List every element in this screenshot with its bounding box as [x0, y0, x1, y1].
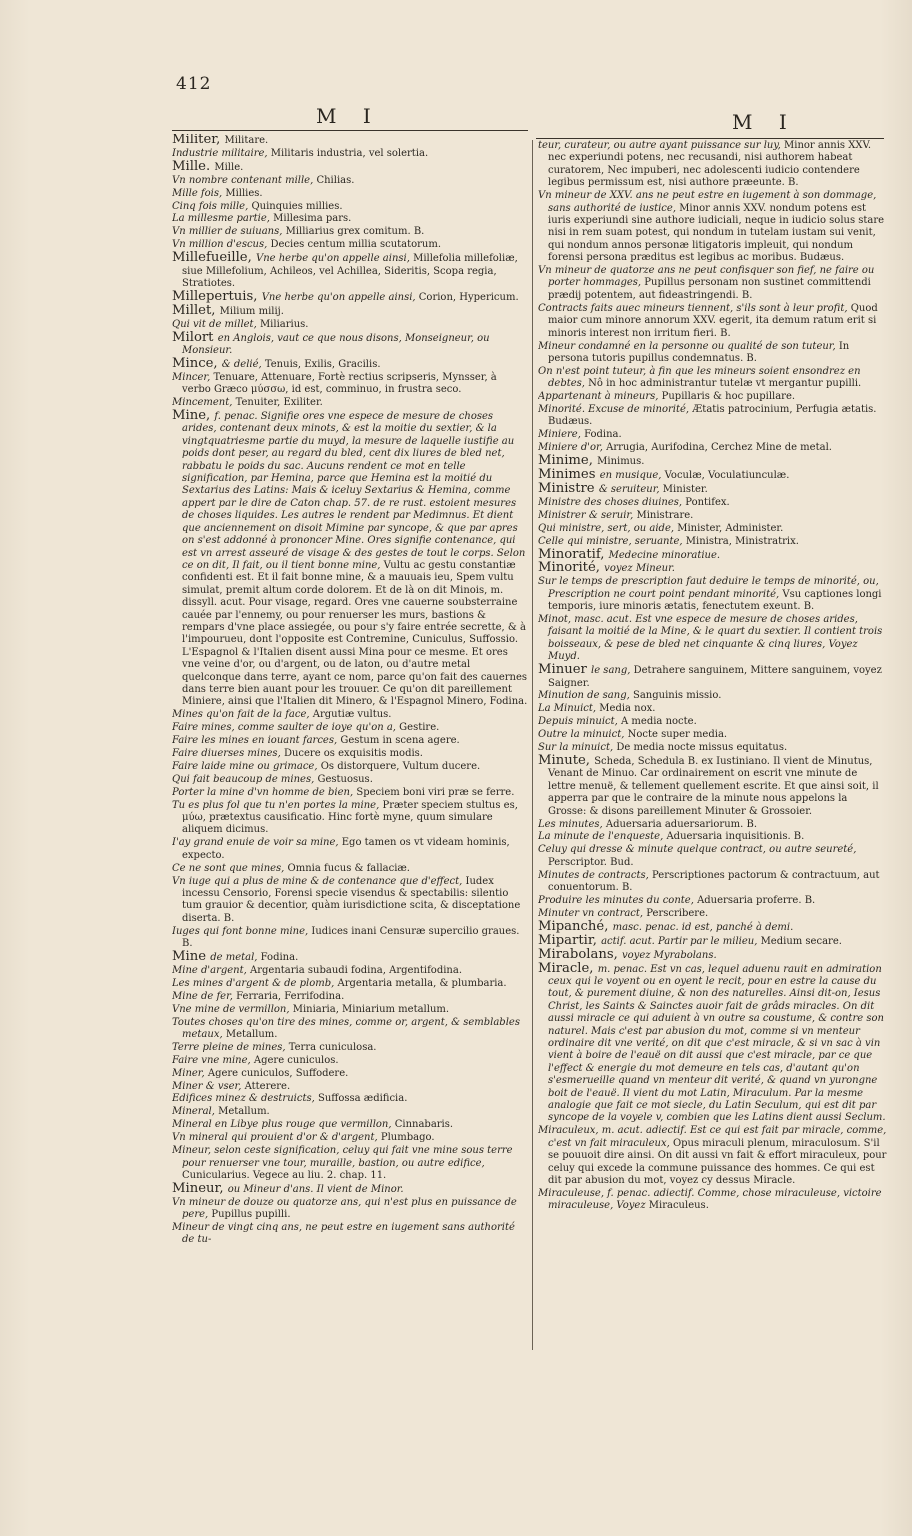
right-column [538, 140, 888, 1388]
entry-headword: Mirabolans, [538, 946, 622, 962]
entry-latin: Miraculeus. [648, 1200, 709, 1212]
entry-french: Miraculeuse, f. penac. adiectif. Comme, chose miraculeuse, victoire miraculeuse, Voyez [538, 1187, 882, 1212]
dictionary-entry [172, 837, 528, 862]
entry-french: Mine d'argent, [172, 964, 251, 976]
entry-french: Qui fait beaucoup de mines, [172, 773, 318, 785]
entry-french: Mineral, [172, 1106, 219, 1118]
dictionary-entry [538, 755, 888, 818]
entry-latin: Tenuare, Attenuare, Fortè rectius scripseris, Mynsser, à verbo Græco μύσσω, id est, comminuo, in frustra seco. [182, 371, 497, 396]
dictionary-entry [172, 355, 528, 371]
dictionary-entry [538, 497, 888, 509]
entry-french: actif. acut. Partir par le milieu, [601, 935, 761, 947]
dictionary-entry [172, 213, 528, 225]
entry-headword: Ministre [538, 480, 599, 496]
entry-latin: Nô in hoc administrantur tutelæ vt mergantur pupilli. [588, 378, 862, 390]
entry-latin: Ætatis patrocinium, Perfugia ætatis. Budæus. [548, 404, 877, 428]
dictionary-entry [172, 1197, 528, 1222]
entry-latin: Minister, Administer. [677, 522, 784, 534]
entry-latin: Fodina. [260, 952, 299, 963]
dictionary-entry [172, 226, 528, 238]
entry-french: Vn mineur de douze ou quatorze ans, qui n'est plus en puissance de pere, [172, 1196, 517, 1221]
dictionary-entry [172, 787, 528, 799]
entry-french: Faire les mines en iouant farces, [172, 735, 341, 747]
dictionary-entry [538, 614, 888, 664]
entry-french: Mille fois, [172, 187, 226, 199]
entry-latin: Voculæ, Voculatiunculæ. [664, 470, 790, 482]
entry-latin: Gestum in scena agere. [340, 735, 460, 747]
entry-latin: Decies centum millia scutatorum. [270, 239, 442, 251]
entry-french: Industrie militaire, [172, 147, 271, 159]
entry-latin: Plumbago. [380, 1132, 435, 1144]
entry-french: en Anglois, vaut ce que nous disons, Monseigneur, ou Monsieur. [182, 332, 490, 356]
entry-french: Mineur de vingt cinq ans, ne peut estre en iugement sans authorité de tu- [172, 1222, 515, 1246]
entry-latin: Millies. [225, 187, 263, 199]
entry-latin: Os distorquere, Vultum ducere. [320, 760, 481, 772]
entry-french: Miner, [172, 1067, 208, 1079]
entry-french: Minot, masc. acut. Est vne espece de mesure de choses arides, faisant la moitié de la Mine, & le quart du sextier. Il contient trois boisseaux, & pese de bled net cinquante & cinq liures, Voyez Muyd. [538, 614, 883, 663]
header-rule-right [536, 138, 884, 139]
dictionary-entry [172, 288, 528, 304]
entry-latin: Argutiæ vultus. [312, 709, 392, 721]
dictionary-entry [172, 1180, 528, 1196]
entry-french: Ce ne sont que mines, [172, 862, 288, 874]
entry-french: Mincement, [172, 397, 236, 409]
dictionary-entry [172, 134, 528, 147]
left-column [172, 134, 528, 1352]
dictionary-entry [172, 863, 528, 875]
entry-french: Miraculeux, m. acut. adiectif. Est ce qui est fait par miracle, comme, c'est vn fait miraculeux, [538, 1125, 887, 1149]
entry-latin: Milliarius grex comitum. B. [285, 226, 425, 238]
entry-headword: Minuer [538, 662, 592, 678]
entry-french: Outre la minuict, [538, 729, 628, 741]
entry-french: On n'est point tuteur, à fin que les mineurs soient ensondrez en debtes, [538, 365, 861, 390]
entry-latin: Corion, Hypericum. [418, 291, 519, 303]
dictionary-entry [172, 1081, 528, 1093]
entry-latin: Iudex incessu Censorio, Forensi specie visendus & spectabilis: silentio tum grauior & decentior, quàm iurisdictione scita, & disceptatione diserta. B. [182, 875, 521, 924]
entry-french: m. penac. Est vn cas, lequel aduenu rauit en admiration ceux qui le voyent ou en oyent le recit, pour en estre la cause du tout, & purement diuine, & non des naturelles. Ainsi dit-on, Iesus Christ, les Saints & Sainctes auoir fait de grâds miracles. On dit aussi miracle ce qui aduient à vn outre sa coustume, & contre son naturel. Mais c'est par abusion du mot, comme si vn menteur ordinaire dit vne verité, on dit que c'est miracle, & si vn sac à vin vient à boire de l'eauë on dit aussi que c'est miracle, par ce que l'effect & energie du mot demeure en tels cas, d'autant qu'on s'esmerueille quand vn menteur dit verité, & quand vn yurongne boit de l'eauë. Il vient du mot Latin, Miraculum. Par la mesme analogie que fait ce mot siecle, du Latin Seculum, qui est dit par syncope de la voyele v, combien que les Latins dient aussi Seclum. [548, 963, 886, 1124]
dictionary-entry [172, 761, 528, 773]
entry-latin: In persona tutoris pupillus condemnatus. B. [548, 340, 850, 364]
entry-latin: Aduersaria inquisitionis. B. [666, 831, 805, 843]
entry-latin: Vultu ac gestu constantiæ confidenti est. Et il fait bonne mine, & a mauuais ieu, Spem vultu simulat, premit altum corde dolorem. Et de là on dit Minois, m. dissyll. acut. Pour visage, regard. Ores vne cauerne soubsterraine cauée par l'ennemy, ou pour renuerser les murs, bastions & rempars d'vne place assiegée, ou pour s'y faire entrée secrette, & à l'impourueu, dont l'opposite est Contremine, Cuniculus, Suffossio. L'Espagnol & l'Italien disent aussi Mina pour ce mesme. Et ores vne veine d'or, ou d'argent, ou de laton, ou d'autre metal quelconque dans terre, ayant ce nom, parce qu'on fait des cauernes dans terre bien auant pour les trouuer. Ce qu'on dit pareillement Miniere, ainsi que l'Italien dit Minero, & l'Espagnol Minero, Fodina. [182, 559, 528, 708]
entry-french: Sur la minuict, [538, 742, 617, 754]
entry-headword: Militer, [172, 134, 225, 147]
entry-latin: Cinnabaris. [394, 1119, 454, 1131]
entry-latin: Tenuis, Exilis, Gracilis. [264, 358, 381, 370]
entry-latin: Præter speciem stultus es, μύω, prætextus causificatio. Hinc fortè myne, quum simulare aliquem dicimus. [182, 799, 518, 836]
entry-headword: Miracle, [538, 960, 598, 976]
dictionary-entry [172, 397, 528, 409]
dictionary-entry [538, 960, 888, 1125]
entry-latin: Suffossa ædificia. [317, 1093, 408, 1105]
entry-french: Sur le temps de prescription faut deduire le temps de minorité, ou, Prescription ne court point pendant minorité, [538, 576, 879, 600]
entry-latin: Iudices inani Censuræ supercilio graues. B. [182, 925, 520, 950]
entry-french: Depuis minuict, [538, 716, 622, 728]
entry-headword: Milort [172, 329, 218, 345]
entry-french: Vn mineur de quatorze ans ne peut confisquer son fief, ne faire ou porter hommages, [538, 265, 875, 289]
dictionary-entry [172, 774, 528, 786]
entry-latin: Argentaria subaudi fodina, Argentifodina. [250, 964, 462, 976]
dictionary-entry [538, 1125, 888, 1187]
entry-latin: Terra cuniculosa. [288, 1041, 377, 1053]
entry-latin: Ministra, Ministratrix. [685, 535, 799, 547]
entry-french: Faire mines, comme saulter de ioye qu'on a, [172, 722, 400, 734]
entry-french: Minutes de contracts, [538, 869, 652, 881]
entry-french: Mine de fer, [172, 990, 237, 1002]
entry-french: La millesme partie, [172, 213, 274, 225]
entry-headword: Millepertuis, [172, 288, 262, 304]
dictionary-entry [172, 201, 528, 213]
dictionary-entry [172, 175, 528, 187]
entry-headword: Millefueille, [172, 250, 256, 266]
entry-latin: Omnia fucus & fallaciæ. [287, 862, 410, 874]
entry-latin: Minister. [662, 483, 708, 495]
dictionary-entry [172, 1119, 528, 1131]
entry-latin: Miniaria, Miniarium metallum. [292, 1003, 450, 1015]
dictionary-entry [172, 1068, 528, 1080]
entry-french: Mineur condamné en la personne ou qualité de son tuteur, [538, 340, 839, 352]
entry-french: masc. penac. id est, panché à demi. [612, 921, 794, 933]
entry-french: & delié, [221, 358, 265, 370]
entry-latin: Perscriptor. Bud. [548, 856, 634, 868]
entry-latin: Pupillaris & hoc pupillare. [661, 391, 796, 403]
dictionary-entry [172, 329, 528, 358]
entry-french: Vne mine de vermillon, [172, 1003, 293, 1015]
dictionary-entry [172, 722, 528, 734]
entry-latin: Aduersaria proferre. B. [697, 894, 816, 906]
entry-headword: Mipanché, [538, 918, 613, 934]
entry-latin: Metallum. [218, 1106, 270, 1118]
dictionary-entry [172, 978, 528, 990]
entry-latin: Chilias. [316, 174, 355, 186]
dictionary-entry [172, 709, 528, 721]
entry-latin: Scheda, Schedula B. ex Iustiniano. Il vient de Minutus, Venant de Minuo. Car ordinairement on escrit vne minute de lettre menuë, & tellement quellement escrite. Et que ainsi soit, il apperra par que le contraire de la minute nous appelons la Grosse: & disons pareillement Minuter & Grossoier. [548, 756, 879, 817]
dictionary-entry [538, 895, 888, 907]
dictionary-entry [538, 1188, 888, 1213]
entry-french: Vn mineur de XXV. ans ne peut estre en iugement à son dommage, sans authorité de iustice, [538, 190, 877, 214]
entry-latin: Detrahere sanguinem, Mittere sanguinem, voyez Saigner. [548, 665, 882, 689]
entry-latin: Arrugia, Aurifodina, Cerchez Mine de metal. [606, 442, 832, 454]
entry-french: Qui vit de millet, [172, 318, 260, 330]
entry-headword: Millet, [172, 302, 220, 318]
entry-french: Mineur, selon ceste signification, celuy qui fait vne mine sous terre pour renuerser vne tour, muraille, bastion, ou autre edifice, [172, 1145, 513, 1169]
dictionary-entry [538, 480, 888, 496]
entry-french: le sang, [591, 665, 634, 677]
dictionary-entry [538, 844, 888, 869]
entry-french: Les minutes, [538, 818, 606, 830]
entry-latin: Milium milij. [219, 305, 284, 317]
entry-latin: Quod maior cum minore annorum XXV. egerit, ita demum ratum erit si minoris interest non irritum fieri. B. [548, 302, 878, 339]
entry-french: Faire diuerses mines, [172, 748, 284, 759]
entry-latin: Perscribere. [646, 907, 709, 919]
entry-latin: Speciem boni viri præ se ferre. [356, 786, 515, 798]
entry-latin: Minor annis XXV. nec experiundi potens, nec recusandi, nisi authorem habeat curatorem, Nec impuberi, nec adolescenti iudicio contendere legibus permissum est, nisi authore præeunte. B. [548, 140, 872, 189]
entry-latin: Pontifex. [685, 496, 730, 508]
dictionary-entry [538, 576, 888, 613]
dictionary-entry [172, 188, 528, 200]
entry-headword: Mipartir, [538, 932, 602, 948]
dictionary-entry [538, 831, 888, 843]
dictionary-entry [172, 1093, 528, 1105]
entry-french: La minute de l'enqueste, [538, 831, 667, 843]
entry-french: Miner & vser, [172, 1080, 245, 1092]
dictionary-entry [538, 404, 888, 429]
entry-latin: Ministrare. [636, 509, 694, 521]
entry-french: Mincer, [172, 371, 214, 383]
dictionary-entry [538, 716, 888, 728]
dictionary-entry [172, 148, 528, 160]
entry-latin: Cunicularius. Vegece au liu. 2. chap. 11. [182, 1169, 387, 1181]
dictionary-entry [172, 302, 528, 318]
dictionary-entry [172, 800, 528, 837]
entry-latin: Militare. [224, 135, 269, 146]
entry-latin: Ducere os exquisitis modis. [283, 748, 423, 759]
dictionary-entry [172, 1132, 528, 1144]
entry-french: Vn nombre contenant mille, [172, 174, 317, 186]
entry-french: Vn million d'escus, [172, 239, 271, 251]
entry-french: Miniere d'or, [538, 442, 607, 454]
dictionary-entry [538, 190, 888, 264]
entry-french: Celuy qui dresse & minute quelque contract, ou autre seureté, [538, 844, 857, 856]
dictionary-entry [172, 965, 528, 977]
entry-headword: Minoratif, [538, 546, 609, 562]
entry-french: & seruiteur, [598, 483, 663, 495]
entry-latin: Agere cuniculos. [253, 1054, 339, 1066]
dictionary-entry [172, 1017, 528, 1042]
entry-french: en musique, [599, 470, 665, 482]
entry-french: La Minuict, [538, 703, 600, 715]
entry-latin: Pupillus personam non sustinet committendi prædij potentem, aut fideastringendi. B. [548, 277, 871, 301]
entry-latin: Tenuiter, Exiliter. [235, 397, 323, 409]
entry-french: Faire laide mine ou grimace, [172, 760, 321, 772]
entry-french: Ministrer & seruir, [538, 509, 637, 521]
dictionary-entry [172, 1222, 528, 1247]
entry-headword: Minute, [538, 753, 595, 768]
entry-french: Edifices minez & destruicts, [172, 1093, 318, 1105]
dictionary-entry [172, 158, 528, 174]
entry-french: Miniere, [538, 429, 585, 441]
dictionary-entry [172, 252, 528, 290]
entry-headword: Mine [172, 949, 211, 964]
entry-french: Appartenant à mineurs, [538, 391, 662, 403]
dictionary-entry [538, 391, 888, 403]
page-number: 412 [176, 74, 212, 94]
dictionary-entry [538, 690, 888, 702]
entry-french: Iuges qui font bonne mine, [172, 925, 312, 937]
dictionary-entry [172, 748, 528, 760]
entry-french: teur, curateur, ou autre ayant puissance sur luy, [538, 140, 785, 151]
entry-french: Vn mineral qui prouient d'or & d'argent, [172, 1132, 381, 1144]
dictionary-entry [172, 1042, 528, 1054]
entry-french: f. penac. Signifie ores vne espece de mesure de choses arides, contenant deux minots, & est la moitie du sextier, & la vingtquatriesme partie du muyd, la mesure de laquelle iustifie au poids dont peser, au regard du bled, cent dix liures de bled net, rabbatu le poids du sac. Aucuns rendent ce mot en telle signification, par Hemina, parce que Hemina est la moitié du Sextarius des Latins: Mais & iceluy Sextarius & Hemina, comme appert par le dire de Caton chap. 57. de re rust. estoient mesures de choses liquides. Les autres le rendent par Medimnus. Et dient que anciennement on disoit Mimine par syncope, & que par apres on s'est addonné à prononcer Mine. Ores signifie contenance, qui est vn arrest asseuré de visage & des gestes de tout le corps. Selon ce on dit, Il fait, ou il tient bonne mine, [182, 411, 526, 571]
entry-french: Produire les minutes du conte, [538, 894, 698, 906]
entry-latin: Medium secare. [760, 935, 842, 947]
entry-latin: Aduersaria aduersariorum. B. [605, 818, 758, 830]
entry-latin: Pupillus pupilli. [211, 1209, 291, 1221]
entry-latin: Quinquies millies. [251, 200, 343, 212]
entry-latin: Metallum. [225, 1028, 278, 1040]
entry-french: Les mines d'argent & de plomb, [172, 977, 338, 989]
dictionary-entry [172, 1004, 528, 1016]
entry-latin: De media nocte missus equitatus. [616, 742, 788, 754]
entry-french: voyez Myrabolans. [622, 949, 717, 961]
dictionary-entry [172, 1145, 528, 1182]
entry-french: voyez Mineur. [604, 563, 675, 575]
entry-french: Celle qui ministre, seruante, [538, 535, 686, 547]
dictionary-entry [172, 410, 528, 709]
entry-french: Contracts faits auec mineurs tiennent, s'ils sont à leur profit, [538, 302, 851, 314]
entry-latin: Ferraria, Ferrifodina. [236, 990, 345, 1002]
entry-headword: Minime, [538, 453, 598, 469]
entry-french: Vne herbe qu'on appelle ainsi, [255, 253, 414, 265]
entry-headword: Mine, [172, 408, 215, 424]
entry-latin: Ego tamen os vt videam hominis, expecto. [182, 837, 510, 861]
entry-latin: Militaris industria, vel solertia. [270, 147, 429, 159]
entry-latin: Sanguinis missio. [632, 690, 722, 702]
running-head-right: M I [732, 110, 797, 134]
dictionary-entry [172, 991, 528, 1003]
entry-french: Tu es plus fol que tu n'en portes la mine, [172, 799, 383, 811]
dictionary-entry [538, 703, 888, 715]
header-rule-left [172, 130, 528, 131]
entry-latin: Miliarius. [259, 318, 309, 330]
entry-french: Porter la mine d'vn homme de bien, [172, 786, 357, 798]
dictionary-entry [172, 735, 528, 747]
entry-latin: Nocte super media. [627, 729, 728, 741]
entry-latin: Agere cuniculos, Suffodere. [207, 1067, 349, 1079]
entry-french: Vne herbe qu'on appelle ainsi, [261, 291, 419, 303]
entry-french: Medecine minoratiue. [608, 549, 721, 561]
dictionary-entry [172, 1055, 528, 1067]
dictionary-entry [538, 303, 888, 340]
entry-latin: Vsu captiones longi temporis, iure minoris ætatis, fenectutem exeunt. B. [548, 588, 882, 613]
dictionary-entry [172, 876, 528, 926]
column-divider [532, 140, 533, 1350]
entry-french: Mineral en Libye plus rouge que vermillon, [172, 1119, 395, 1131]
entry-french: de metal, [210, 952, 261, 963]
entry-headword: Minorité, [538, 560, 605, 576]
entry-latin: Argentaria metalla, & plumbaria. [337, 977, 507, 989]
dictionary-entry [538, 562, 888, 575]
entry-latin: Millefolia millefoliæ, siue Millefolium, Achileos, vel Achillea, Sideritis, Scopa regia, Stratiotes. [182, 253, 518, 289]
dictionary-entry [538, 265, 888, 302]
entry-french: Ministre des choses diuines, [538, 496, 686, 508]
entry-french: ou Mineur d'ans. Il vient de Minor. [227, 1183, 404, 1195]
entry-latin: Fodina. [584, 429, 622, 441]
dictionary-entry [538, 341, 888, 366]
dictionary-entry [172, 319, 528, 331]
entry-french: Vn iuge qui a plus de mine & de contenance que d'effect, [172, 875, 466, 887]
entry-french: Minorité. Excuse de minorité, [538, 404, 693, 416]
entry-french: Vn millier de suiuans, [172, 226, 286, 238]
entry-latin: Minor annis XXV. nondum potens est iuris experiundi sine authore iudiciali, neque in iudicio solus stare nisi in rem suam potest, qui nondum in tutelam iustam sui venit, qui nondum annos personæ litigatoris impleuit, qui nondum forensi persona præditus est legibus ac moribus. Budæus. [548, 202, 885, 264]
dictionary-entry [538, 140, 888, 190]
entry-latin: A media nocte. [621, 716, 697, 728]
entry-french: Qui ministre, sert, ou aide, [538, 522, 678, 534]
entry-latin: Gestuosus. [317, 773, 373, 785]
entry-latin: Opus miraculi plenum, miraculosum. S'il se pouuoit dire ainsi. On dit aussi vn fait & effort miraculeux, pour celuy qui excede la commune puissance des hommes. Ce qui est dit par abusion du mot, voyez cy dessus Miracle. [548, 1137, 887, 1186]
entry-french: Minution de sang, [538, 690, 633, 702]
entry-french: Mines qu'on fait de la face, [172, 709, 313, 721]
dictionary-entry [538, 429, 888, 441]
entry-french: I'ay grand enuie de voir sa mine, [172, 837, 342, 849]
entry-french: Cinq fois mille, [172, 200, 252, 212]
dictionary-entry [172, 926, 528, 951]
entry-headword: Mille. [172, 158, 215, 174]
entry-headword: Mineur, [172, 1180, 228, 1196]
entry-headword: Mince, [172, 355, 222, 371]
entry-french: Terre pleine de mines, [172, 1041, 289, 1053]
dictionary-entry [538, 523, 888, 535]
dictionary-entry [538, 729, 888, 741]
dictionary-entry [538, 819, 888, 831]
dictionary-entry [538, 870, 888, 895]
entry-latin: Gestire. [399, 722, 440, 734]
running-head-left: M I [316, 104, 381, 128]
dictionary-entry [172, 951, 528, 964]
entry-latin: Atterere. [244, 1080, 291, 1092]
entry-headword: Minimes [538, 467, 600, 483]
dictionary-entry [172, 1106, 528, 1118]
dictionary-entry [538, 366, 888, 391]
dictionary-entry [538, 510, 888, 522]
entry-french: Faire vne mine, [172, 1054, 254, 1066]
entry-french: Minuter vn contract, [538, 907, 647, 919]
entry-latin: Perscriptiones pactorum & contractuum, aut conuentorum. B. [548, 869, 880, 894]
dictionary-entry [172, 372, 528, 397]
entry-latin: Minimus. [597, 456, 645, 468]
entry-latin: Millesima pars. [273, 213, 352, 225]
entry-latin: Media nox. [599, 703, 656, 715]
entry-latin: Mille. [214, 161, 244, 173]
dictionary-entry [538, 664, 888, 690]
entry-french: Toutes choses qu'on tire des mines, comme or, argent, & semblables metaux, [172, 1016, 520, 1040]
